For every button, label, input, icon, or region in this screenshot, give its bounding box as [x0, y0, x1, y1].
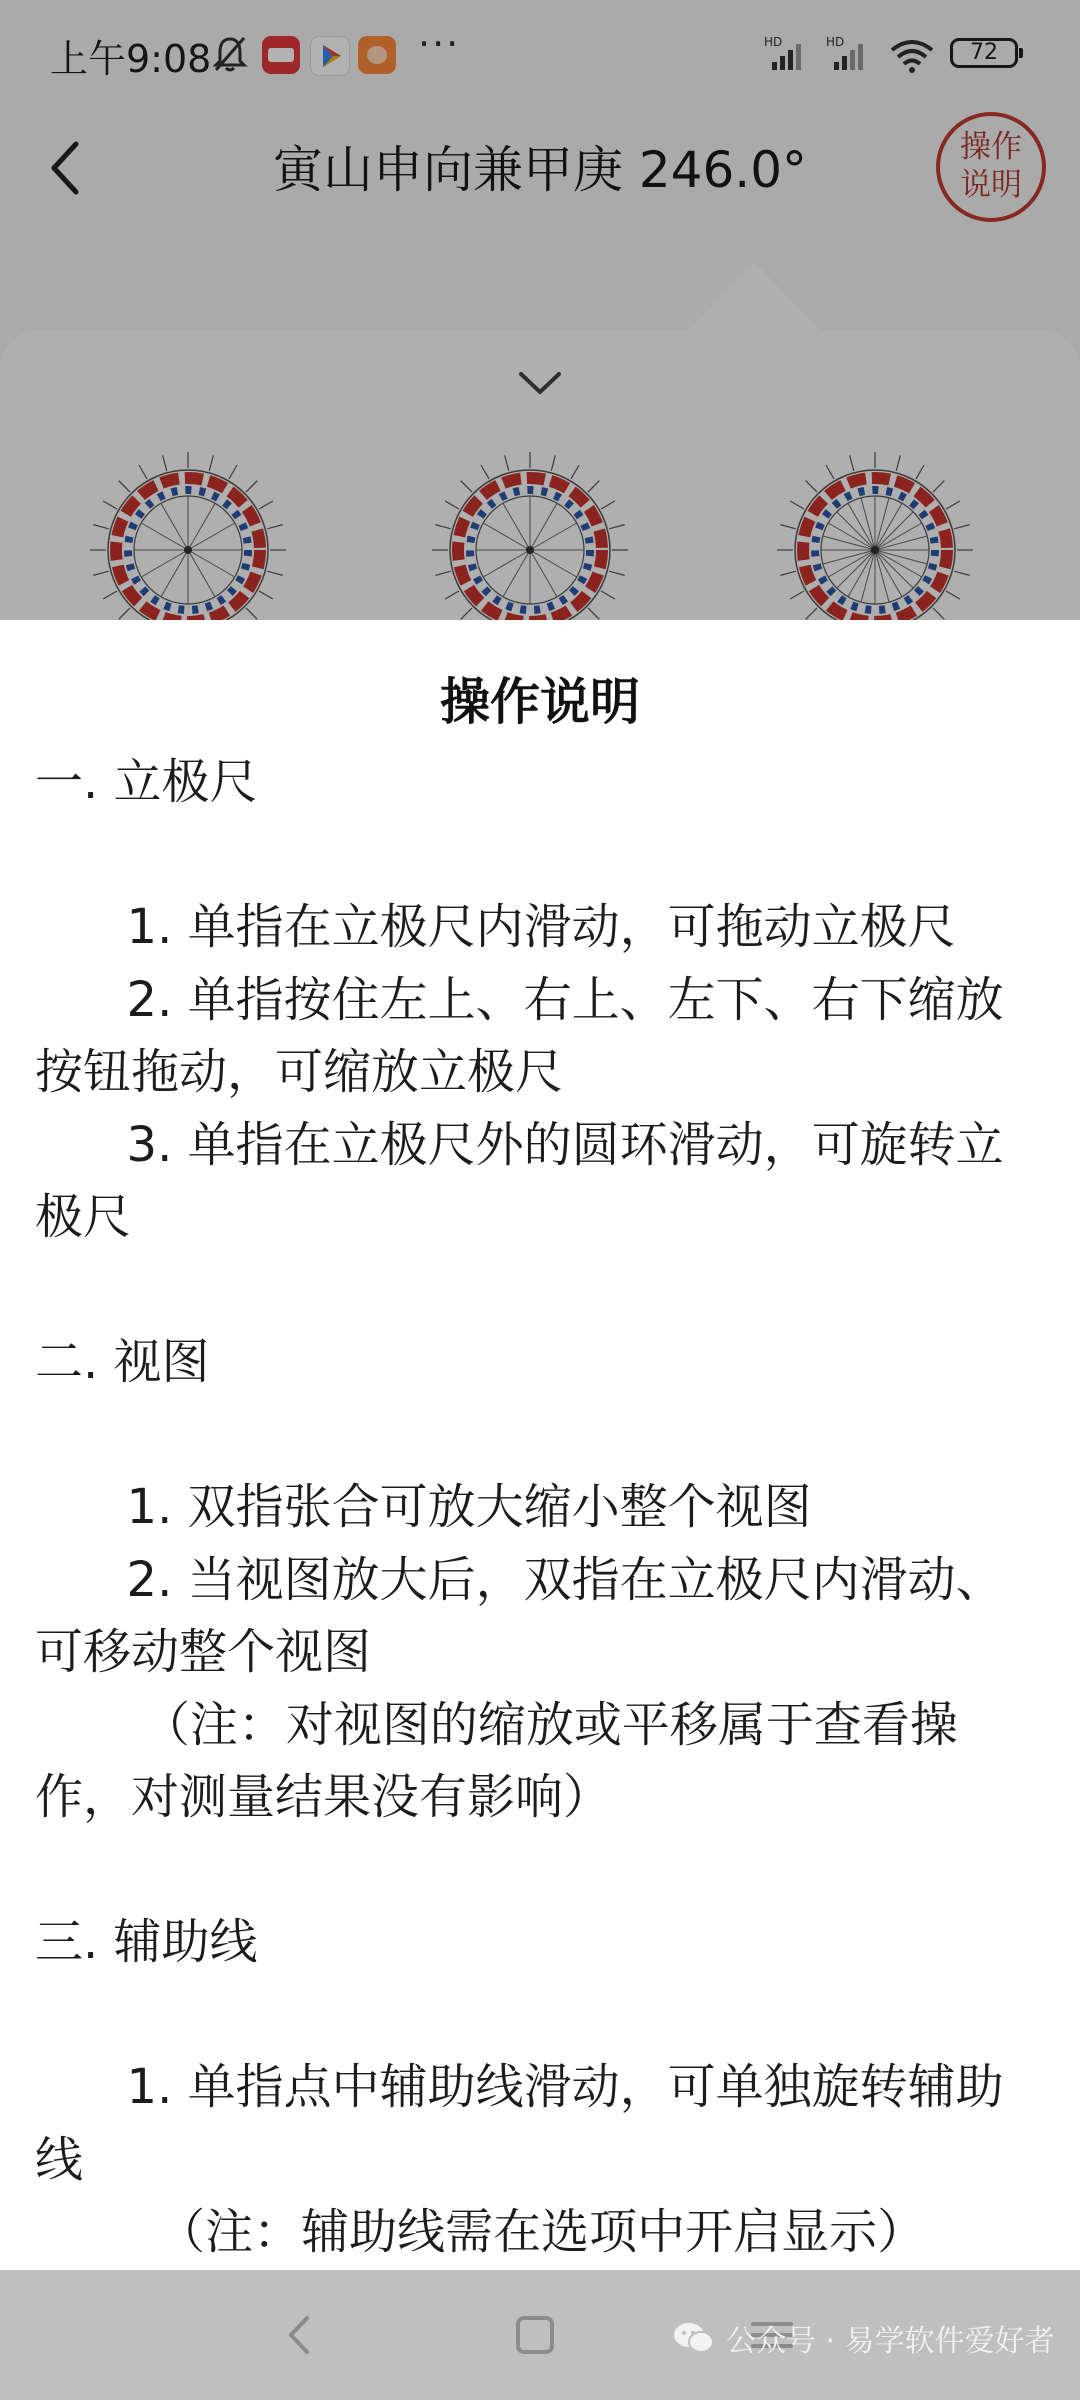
- sheet-title: 操作说明: [440, 673, 640, 731]
- watermark-text: 公众号 · 易学软件爱好者: [726, 2324, 1055, 2359]
- svg-text:HD: HD: [764, 35, 783, 49]
- nav-home-icon[interactable]: [500, 2300, 570, 2370]
- wechat-icon: [672, 2320, 716, 2356]
- status-time: 上午9:08: [50, 37, 212, 81]
- more-notifications: ···: [418, 22, 461, 66]
- page-title: 寅山申向兼甲庚 246.0°: [272, 141, 808, 199]
- watermark: [672, 2314, 1055, 2362]
- battery-icon: 72: [950, 38, 1018, 68]
- help-stamp-label: 操作 说明: [960, 129, 1022, 203]
- instructions-sheet: [0, 620, 1080, 2270]
- navigation-bar: [0, 2270, 1080, 2400]
- nav-back-icon[interactable]: [265, 2300, 335, 2370]
- instructions-text: 一. 立极尺 1. 单指在立极尺内滑动，可拖动立极尺 2. 单指按住左上、右上、左下、右下缩放按钮拖动，可缩放立极尺 3. 单指在立极尺外的圆环滑动，可旋转立极尺 二. 视图 1. 双指张合可放大缩小整个视图 2. 当视图放大后，双指在立极尺内滑动、可移动整个视图 （注：对视图的缩放或平移属于查看操作，对测量结果没有影响） 三. 辅助线 1. 单指点中辅助线滑动，可单独旋转辅助线 （注：辅助线需在选项中开启显示）: [35, 754, 1004, 2260]
- svg-text:HD: HD: [826, 35, 845, 49]
